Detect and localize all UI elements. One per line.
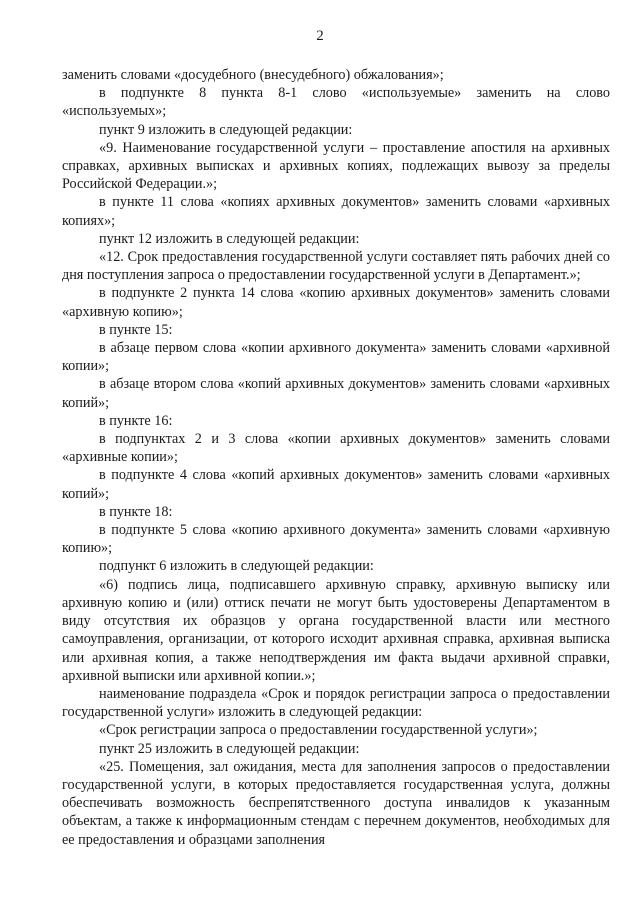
paragraph: «12. Срок предоставления государственной услуги составляет пять рабочих дней со дня поступления запроса о предоставлении государственной услуги в Департамент.»; bbox=[62, 249, 610, 284]
paragraph: «Срок регистрации запроса о предоставлении государственной услуги»; bbox=[99, 722, 538, 739]
paragraph: наименование подраздела «Срок и порядок регистрации запроса о предоставлении государственной услуги» изложить в следующей редакции: bbox=[62, 685, 610, 721]
paragraph: заменить словами «досудебного (внесудебного) обжалования»; bbox=[62, 67, 444, 83]
paragraph: в пункте 11 слова «копиях архивных документов» заменить словами «архивных копиях»; bbox=[62, 194, 610, 229]
document-body bbox=[62, 66, 610, 849]
paragraph: в пункте 15: bbox=[99, 321, 173, 338]
paragraph: в пункте 18: bbox=[99, 503, 173, 520]
paragraph: пункт 25 изложить в следующей редакции: bbox=[99, 740, 360, 757]
paragraph: в подпункте 8 пункта 8-1 слово «используемые» заменить на слово «используемых»; bbox=[62, 85, 610, 120]
paragraph: «9. Наименование государственной услуги – проставление апостиля на архивных справках, архивных выписках и архивных копиях, подлежащих вывозу за пределы Российской Федерации.»; bbox=[62, 139, 610, 193]
paragraph: в подпункте 5 слова «копию архивного документа» заменить словами «архивную копию»; bbox=[62, 522, 610, 557]
paragraph: в абзаце первом слова «копии архивного документа» заменить словами «архивной копии»; bbox=[62, 340, 610, 375]
paragraph: в пункте 16: bbox=[99, 412, 173, 429]
paragraph: пункт 9 изложить в следующей редакции: bbox=[99, 121, 353, 138]
paragraph: пункт 12 изложить в следующей редакции: bbox=[99, 230, 360, 247]
paragraph: в подпункте 4 слова «копий архивных документов» заменить словами «архивных копий»; bbox=[62, 467, 610, 502]
paragraph: «6) подпись лица, подписавшего архивную справку, архивную выписку или архивную копию и (или) оттиск печати не могут быть удостоверены Департаментом в виду отсутствия их образцов у органа государственной власти или местного самоуправления, организации, от которого исходит архивная справка, архивная выписка или архивная копия, а также неподтверждения им факта выдачи архивной справки, архивной выписки или архивной копии.»; bbox=[62, 576, 610, 684]
paragraph: «25. Помещения, зал ожидания, места для заполнения запросов о предоставлении государственной услуги, в которых предоставляется государственная услуга, должны обеспечивать возможность беспрепятственного доступа инвалидов к указанным объектам, а также к информационным стендам с перечнем документов, необходимых для ее предоставления и образцами заполнения bbox=[62, 758, 610, 848]
paragraph: в подпунктах 2 и 3 слова «копии архивных документов» заменить словами «архивные копии»; bbox=[62, 431, 610, 466]
paragraph: подпункт 6 изложить в следующей редакции: bbox=[99, 558, 374, 575]
paragraph: в подпункте 2 пункта 14 слова «копию архивных документов» заменить словами «архивную копию»; bbox=[62, 285, 610, 320]
paragraph: в абзаце втором слова «копий архивных документов» заменить словами «архивных копий»; bbox=[62, 376, 610, 411]
page-number: 2 bbox=[316, 28, 324, 44]
